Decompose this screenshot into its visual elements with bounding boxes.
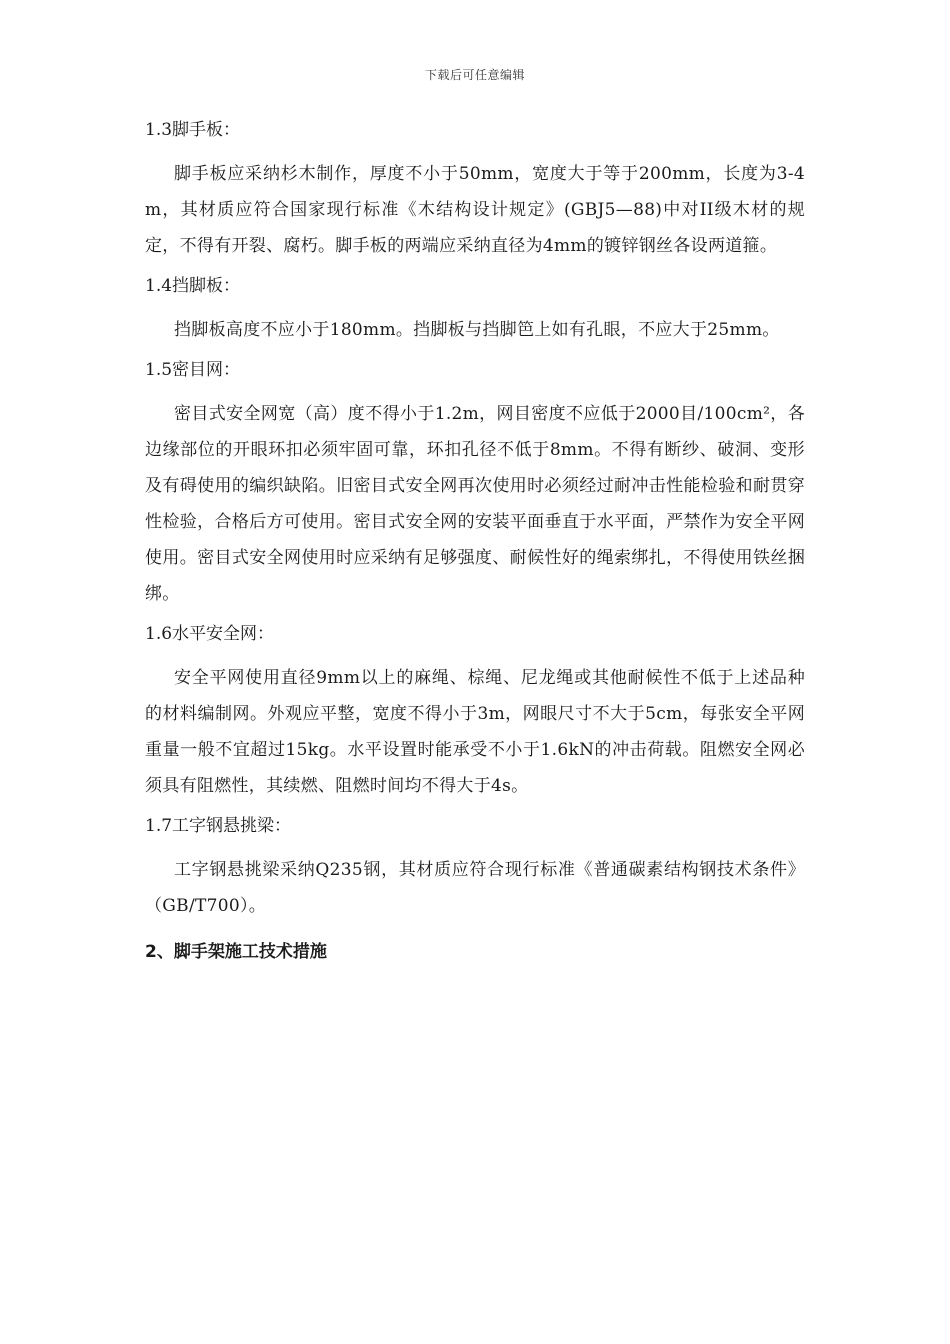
section-paragraph: 安全平网使用直径9mm以上的麻绳、棕绳、尼龙绳或其他耐候性不低于上述品种的材料编制网。外观应平整，宽度不得小于3m，网眼尺寸不大于5cm，每张安全平网重量一般不宜超过15kg。水平设置时能承受不小于1.6kN的冲击荷载。阻燃安全网必须具有阻燃性，其续燃、阻燃时间均不得大于4s。	[145, 668, 805, 796]
section-scaffold-board	[145, 118, 805, 264]
section-heading: 1.7工字钢悬挑梁：	[145, 816, 292, 836]
section-i-beam-cantilever	[145, 814, 805, 924]
section-paragraph: 挡脚板高度不应小于180mm。挡脚板与挡脚笆上如有孔眼，不应大于25mm。	[174, 320, 780, 340]
section-paragraph: 脚手板应采纳杉木制作，厚度不小于50mm，宽度大于等于200mm，长度为3-4m，其材质应符合国家现行标准《木结构设计规定》(GBJ5—88)中对II级木材的规定，不得有开裂、腐朽。脚手板的两端应采纳直径为4mm的镀锌钢丝各设两道箍。	[145, 164, 805, 256]
section-heading: 1.6水平安全网：	[145, 624, 275, 644]
document-body	[145, 118, 805, 964]
section-heading: 1.5密目网：	[145, 360, 241, 380]
section-heading: 1.4挡脚板：	[145, 276, 241, 296]
section-toe-board	[145, 274, 805, 348]
section-paragraph: 工字钢悬挑梁采纳Q235钢，其材质应符合现行标准《普通碳素结构钢技术条件》（GB/T700）。	[145, 860, 805, 916]
section-paragraph: 密目式安全网宽（高）度不得小于1.2m，网目密度不应低于2000目/100cm²，各边缘部位的开眼环扣必须牢固可靠，环扣孔径不低于8mm。不得有断纱、破洞、变形及有碍使用的编织缺陷。旧密目式安全网再次使用时必须经过耐冲击性能检验和耐贯穿性检验，合格后方可使用。密目式安全网的安装平面垂直于水平面，严禁作为安全平网使用。密目式安全网使用时应采纳有足够强度、耐候性好的绳索绑扎，不得使用铁丝捆绑。	[145, 404, 805, 604]
chapter-heading: 2、脚手架施工技术措施	[145, 942, 327, 962]
section-heading: 1.3脚手板：	[145, 120, 241, 140]
page-header: 下载后可任意编辑	[424, 68, 525, 82]
section-horizontal-safety-net	[145, 622, 805, 804]
section-dense-mesh-net	[145, 358, 805, 612]
